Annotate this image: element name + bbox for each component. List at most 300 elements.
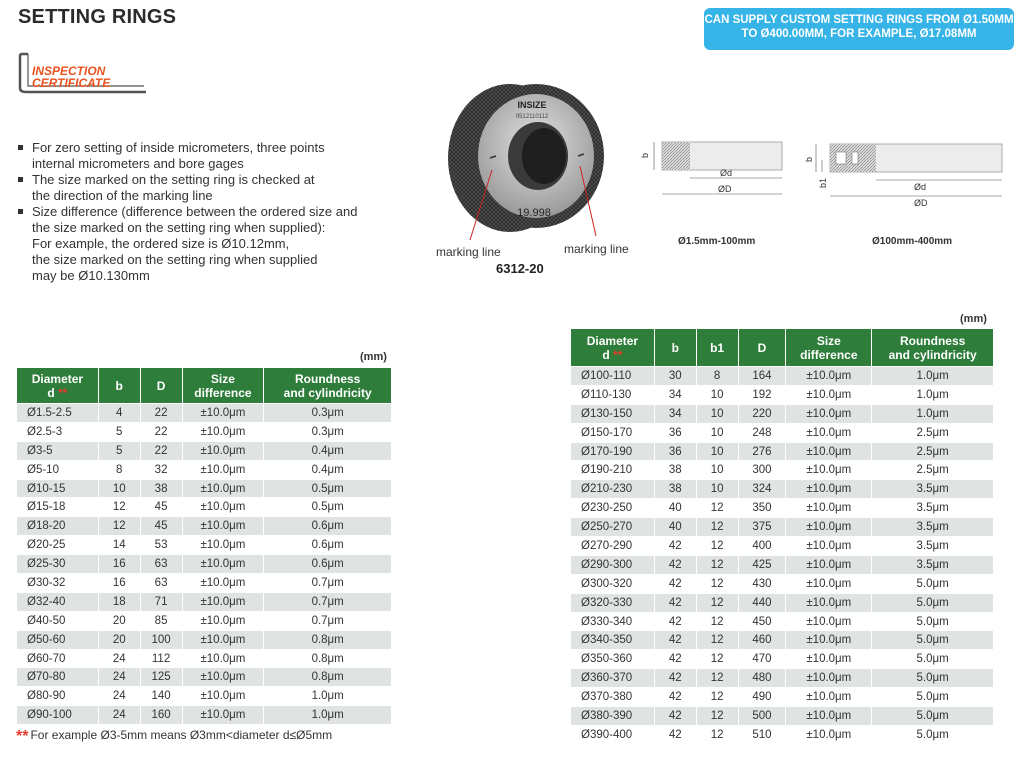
table-cell: 42	[654, 725, 696, 744]
table-cell: 12	[98, 498, 140, 517]
table-cell: ±10.0μm	[182, 630, 264, 649]
table-cell: 63	[140, 555, 182, 574]
table-cell: Ø70-80	[17, 668, 99, 687]
table-cell: ±10.0μm	[182, 687, 264, 706]
table-cell: 3.5μm	[872, 555, 994, 574]
table-cell: ±10.0μm	[182, 536, 264, 555]
table-cell: ±10.0μm	[786, 499, 872, 518]
table-cell: 12	[696, 537, 738, 556]
table-cell: 300	[738, 461, 786, 480]
table-cell: 20	[98, 630, 140, 649]
large-ring-diagram	[800, 130, 1010, 212]
table-cell: 8	[696, 367, 738, 386]
table-cell: ±10.0μm	[786, 669, 872, 688]
feature-list	[16, 140, 416, 284]
table-cell: 24	[98, 687, 140, 706]
table-cell: 34	[654, 404, 696, 423]
feature-line: the size marked on the setting ring when supplied):	[32, 220, 326, 235]
table-row	[17, 592, 392, 611]
table-cell: 3.5μm	[872, 499, 994, 518]
table-cell: 1.0μm	[264, 706, 392, 725]
table-cell: ±10.0μm	[786, 555, 872, 574]
table-cell: 0.7μm	[264, 611, 392, 630]
table-row	[17, 536, 392, 555]
header-b1: b1	[696, 329, 738, 367]
table-cell: 10	[696, 404, 738, 423]
table-row	[17, 574, 392, 593]
table-cell: ±10.0μm	[182, 611, 264, 630]
marking-line-label-left: marking line	[436, 245, 501, 259]
notice-line-2: TO Ø400.00MM, FOR EXAMPLE, Ø17.08MM	[741, 28, 977, 40]
header-diameter	[571, 329, 655, 367]
table-row	[571, 423, 994, 442]
table-cell: 0.8μm	[264, 668, 392, 687]
table-row	[571, 555, 994, 574]
table-cell: Ø130-150	[571, 404, 655, 423]
table-cell: ±10.0μm	[182, 706, 264, 725]
table-cell: Ø190-210	[571, 461, 655, 480]
table-cell: 5	[98, 422, 140, 441]
table-cell: 45	[140, 498, 182, 517]
table-row	[571, 518, 994, 537]
feature-line: Size difference (difference between the ordered size and	[32, 204, 358, 219]
header-roundness-label: Roundness	[295, 371, 361, 386]
table-cell: 12	[696, 669, 738, 688]
table-cell: Ø360-370	[571, 669, 655, 688]
table-cell: Ø10-15	[17, 479, 99, 498]
large-ring-table-body	[571, 367, 994, 745]
table-row	[571, 537, 994, 556]
table-cell: ±10.0μm	[786, 688, 872, 707]
table-row	[17, 649, 392, 668]
table-cell: 45	[140, 517, 182, 536]
table-cell: 42	[654, 537, 696, 556]
header-d-label: d	[47, 385, 55, 400]
table-row	[571, 593, 994, 612]
custom-rings-notice	[704, 8, 1014, 50]
feature-line: internal micrometers and bore gages	[32, 156, 244, 171]
table-cell: 85	[140, 611, 182, 630]
small-diagram-D: ØD	[718, 184, 732, 194]
table-cell: 3.5μm	[872, 518, 994, 537]
table-cell: Ø40-50	[17, 611, 99, 630]
table-cell: 3.5μm	[872, 537, 994, 556]
table-cell: 10	[696, 480, 738, 499]
feature-item	[16, 204, 416, 284]
table-cell: 12	[696, 707, 738, 726]
table-row	[571, 461, 994, 480]
table-cell: 276	[738, 442, 786, 461]
ring-model-number: 6312-20	[496, 261, 544, 276]
table-cell: 0.6μm	[264, 517, 392, 536]
table-cell: 2.5μm	[872, 442, 994, 461]
table-cell: 192	[738, 385, 786, 404]
table-cell: 42	[654, 574, 696, 593]
table-cell: 350	[738, 499, 786, 518]
header-b: b	[98, 368, 140, 404]
table-cell: Ø30-32	[17, 574, 99, 593]
table-cell: ±10.0μm	[182, 649, 264, 668]
large-diagram-caption: Ø100mm-400mm	[872, 236, 953, 247]
table-row	[571, 631, 994, 650]
large-diagram-b: b	[804, 156, 814, 162]
table-cell: 4	[98, 404, 140, 423]
large-ring-spec-table	[570, 328, 994, 745]
table-cell: Ø100-110	[571, 367, 655, 386]
table-row	[17, 404, 392, 423]
header-size-difference	[786, 329, 872, 367]
table-cell: Ø80-90	[17, 687, 99, 706]
table-cell: 0.6μm	[264, 536, 392, 555]
table-cell: 36	[654, 423, 696, 442]
table-cell: 10	[696, 461, 738, 480]
table-row	[571, 688, 994, 707]
table-row	[571, 404, 994, 423]
feature-item	[16, 140, 416, 172]
table-cell: 125	[140, 668, 182, 687]
feature-line: the size marked on the setting ring when supplied	[32, 252, 318, 267]
feature-line: may be Ø10.130mm	[32, 268, 150, 283]
table-cell: 430	[738, 574, 786, 593]
table-cell: 12	[98, 517, 140, 536]
table-cell: 5.0μm	[872, 707, 994, 726]
table-row	[17, 687, 392, 706]
header-b: b	[654, 329, 696, 367]
small-diagram-d: Ød	[720, 168, 733, 178]
header-diameter	[17, 368, 99, 404]
table-cell: Ø350-360	[571, 650, 655, 669]
table-cell: 500	[738, 707, 786, 726]
table-row	[17, 479, 392, 498]
ring-serial: 0512110112	[515, 114, 549, 120]
header-diameter-label: Diameter	[586, 333, 639, 348]
table-cell: ±10.0μm	[786, 518, 872, 537]
table-cell: 30	[654, 367, 696, 386]
table-cell: ±10.0μm	[786, 461, 872, 480]
table-cell: 5.0μm	[872, 688, 994, 707]
table-cell: 20	[98, 611, 140, 630]
table-cell: ±10.0μm	[182, 517, 264, 536]
table-row	[571, 707, 994, 726]
table-cell: 0.5μm	[264, 498, 392, 517]
table-cell: 12	[696, 612, 738, 631]
table-cell: ±10.0μm	[182, 498, 264, 517]
table-row	[17, 611, 392, 630]
table-cell: ±10.0μm	[786, 537, 872, 556]
right-table-unit: (mm)	[960, 313, 987, 325]
table-row	[17, 706, 392, 725]
table-cell: Ø3-5	[17, 441, 99, 460]
table-cell: ±10.0μm	[786, 650, 872, 669]
left-table-unit: (mm)	[360, 351, 387, 363]
table-cell: 53	[140, 536, 182, 555]
table-cell: 18	[98, 592, 140, 611]
header-size-label: Size	[816, 333, 841, 348]
header-asterisks: **	[58, 385, 68, 400]
table-cell: ±10.0μm	[786, 725, 872, 744]
table-cell: 42	[654, 650, 696, 669]
ring-brand: INSIZE	[517, 100, 547, 110]
table-cell: 164	[738, 367, 786, 386]
table-cell: Ø25-30	[17, 555, 99, 574]
table-cell: 460	[738, 631, 786, 650]
table-cell: 38	[140, 479, 182, 498]
table-cell: 490	[738, 688, 786, 707]
small-diagram-b: b	[640, 152, 650, 158]
table-cell: ±10.0μm	[786, 612, 872, 631]
table-cell: 470	[738, 650, 786, 669]
table-cell: ±10.0μm	[182, 668, 264, 687]
table-cell: ±10.0μm	[786, 404, 872, 423]
table-row	[571, 385, 994, 404]
table-cell: Ø60-70	[17, 649, 99, 668]
header-D: D	[738, 329, 786, 367]
feature-line: For example, the ordered size is Ø10.12mm,	[32, 236, 290, 251]
header-difference-label: difference	[800, 347, 858, 362]
header-size-difference	[182, 368, 264, 404]
table-cell: Ø270-290	[571, 537, 655, 556]
table-cell: 12	[696, 518, 738, 537]
table-cell: 3.5μm	[872, 480, 994, 499]
table-cell: 22	[140, 422, 182, 441]
header-d-label: d	[602, 347, 610, 362]
certificate-label	[32, 65, 110, 89]
table-cell: Ø20-25	[17, 536, 99, 555]
table-cell: 0.8μm	[264, 630, 392, 649]
table-cell: 40	[654, 518, 696, 537]
table-cell: 36	[654, 442, 696, 461]
feature-line: For zero setting of inside micrometers, three points	[32, 140, 325, 155]
table-cell: 140	[140, 687, 182, 706]
table-cell: 5.0μm	[872, 612, 994, 631]
table-cell: 24	[98, 668, 140, 687]
header-asterisks: **	[613, 347, 623, 362]
table-cell: 14	[98, 536, 140, 555]
table-cell: 0.3μm	[264, 404, 392, 423]
table-cell: 5.0μm	[872, 669, 994, 688]
table-cell: 0.3μm	[264, 422, 392, 441]
table-cell: Ø2.5-3	[17, 422, 99, 441]
table-cell: Ø110-130	[571, 385, 655, 404]
footnote-asterisks: **	[16, 728, 29, 745]
table-cell: 0.7μm	[264, 574, 392, 593]
table-cell: ±10.0μm	[182, 592, 264, 611]
table-cell: Ø290-300	[571, 555, 655, 574]
table-row	[17, 668, 392, 687]
table-cell: 24	[98, 649, 140, 668]
table-cell: 12	[696, 725, 738, 744]
table-cell: Ø150-170	[571, 423, 655, 442]
small-ring-table-body	[17, 404, 392, 725]
table-cell: 34	[654, 385, 696, 404]
table-cell: 16	[98, 555, 140, 574]
setting-ring-photo	[430, 80, 640, 280]
table-cell: 22	[140, 404, 182, 423]
large-diagram-d: Ød	[914, 182, 927, 192]
small-diagram-caption: Ø1.5mm-100mm	[678, 236, 756, 247]
table-cell: 32	[140, 460, 182, 479]
table-cell: 42	[654, 688, 696, 707]
certificate-line-1: INSPECTION	[32, 64, 106, 78]
table-cell: ±10.0μm	[786, 593, 872, 612]
table-cell: 10	[696, 385, 738, 404]
page-title: SETTING RINGS	[18, 6, 177, 28]
certificate-line-2: CERTIFICATE	[32, 76, 111, 90]
table-cell: 10	[696, 442, 738, 461]
notice-line-1: CAN SUPPLY CUSTOM SETTING RINGS FROM Ø1.50MM	[704, 14, 1014, 26]
table-cell: 22	[140, 441, 182, 460]
header-diameter-label: Diameter	[31, 371, 84, 386]
table-row	[17, 441, 392, 460]
table-cell: 5	[98, 441, 140, 460]
table-cell: Ø320-330	[571, 593, 655, 612]
table-cell: 12	[696, 631, 738, 650]
table-row	[17, 517, 392, 536]
table-cell: Ø32-40	[17, 592, 99, 611]
header-cylindricity-label: and cylindricity	[888, 347, 977, 362]
table-cell: ±10.0μm	[786, 442, 872, 461]
table-row	[17, 498, 392, 517]
table-cell: Ø18-20	[17, 517, 99, 536]
table-cell: 8	[98, 460, 140, 479]
large-diagram-D: ØD	[914, 198, 928, 208]
table-cell: 63	[140, 574, 182, 593]
table-cell: Ø210-230	[571, 480, 655, 499]
table-cell: 1.0μm	[264, 687, 392, 706]
table-cell: 12	[696, 555, 738, 574]
table-cell: 12	[696, 593, 738, 612]
table-cell: 38	[654, 461, 696, 480]
table-cell: 5.0μm	[872, 650, 994, 669]
table-cell: 220	[738, 404, 786, 423]
table-cell: ±10.0μm	[786, 423, 872, 442]
table-row	[571, 725, 994, 744]
table-cell: 0.6μm	[264, 555, 392, 574]
table-cell: Ø330-340	[571, 612, 655, 631]
header-D: D	[140, 368, 182, 404]
table-cell: 12	[696, 650, 738, 669]
header-roundness-label: Roundness	[899, 333, 966, 348]
table-cell: 38	[654, 480, 696, 499]
table-cell: 1.0μm	[872, 367, 994, 386]
table-cell: ±10.0μm	[182, 422, 264, 441]
table-cell: 12	[696, 499, 738, 518]
table-cell: Ø250-270	[571, 518, 655, 537]
table-cell: ±10.0μm	[786, 574, 872, 593]
table-row	[17, 555, 392, 574]
table-cell: 0.7μm	[264, 592, 392, 611]
table-row	[571, 499, 994, 518]
table-cell: 0.5μm	[264, 479, 392, 498]
table-row	[571, 612, 994, 631]
table-cell: Ø15-18	[17, 498, 99, 517]
table-cell: 2.5μm	[872, 423, 994, 442]
table-cell: 2.5μm	[872, 461, 994, 480]
header-roundness	[264, 368, 392, 404]
table-cell: 71	[140, 592, 182, 611]
header-roundness	[872, 329, 994, 367]
table-cell: 425	[738, 555, 786, 574]
table-cell: ±10.0μm	[182, 479, 264, 498]
table-cell: Ø5-10	[17, 460, 99, 479]
footnote	[16, 728, 332, 746]
table-cell: ±10.0μm	[786, 367, 872, 386]
table-row	[571, 442, 994, 461]
table-cell: 510	[738, 725, 786, 744]
table-cell: 42	[654, 593, 696, 612]
small-ring-diagram	[640, 130, 790, 210]
feature-line: the direction of the marking line	[32, 188, 213, 203]
small-ring-cross-section-icon	[640, 130, 790, 210]
table-cell: 100	[140, 630, 182, 649]
table-cell: ±10.0μm	[786, 707, 872, 726]
table-cell: ±10.0μm	[786, 631, 872, 650]
table-cell: 450	[738, 612, 786, 631]
table-cell: 42	[654, 555, 696, 574]
table-cell: 1.0μm	[872, 404, 994, 423]
table-cell: 12	[696, 688, 738, 707]
table-cell: Ø90-100	[17, 706, 99, 725]
table-row	[17, 460, 392, 479]
table-row	[571, 669, 994, 688]
header-d-line	[571, 348, 654, 362]
table-cell: 16	[98, 574, 140, 593]
table-cell: ±10.0μm	[182, 441, 264, 460]
table-cell: Ø230-250	[571, 499, 655, 518]
footnote-text: For example Ø3-5mm means Ø3mm<diameter d≤Ø5mm	[30, 728, 333, 742]
table-cell: 440	[738, 593, 786, 612]
feature-item	[16, 172, 416, 204]
table-cell: ±10.0μm	[182, 404, 264, 423]
ring-size-marking: 19.998	[517, 207, 551, 219]
table-cell: ±10.0μm	[182, 555, 264, 574]
table-cell: Ø300-320	[571, 574, 655, 593]
table-cell: ±10.0μm	[182, 460, 264, 479]
table-header-row	[571, 329, 994, 367]
table-cell: 10	[98, 479, 140, 498]
table-cell: 42	[654, 707, 696, 726]
table-cell: 248	[738, 423, 786, 442]
table-cell: ±10.0μm	[182, 574, 264, 593]
table-cell: 112	[140, 649, 182, 668]
marking-line-label-right: marking line	[564, 242, 629, 256]
large-diagram-b1: b1	[818, 177, 828, 188]
header-size-label: Size	[210, 371, 235, 386]
table-cell: 0.4μm	[264, 460, 392, 479]
table-cell: Ø170-190	[571, 442, 655, 461]
table-cell: 42	[654, 669, 696, 688]
table-cell: 375	[738, 518, 786, 537]
table-cell: ±10.0μm	[786, 480, 872, 499]
table-cell: 40	[654, 499, 696, 518]
table-cell: Ø380-390	[571, 707, 655, 726]
table-cell: Ø1.5-2.5	[17, 404, 99, 423]
table-row	[17, 630, 392, 649]
large-ring-cross-section-icon	[800, 130, 1010, 212]
table-cell: 42	[654, 612, 696, 631]
table-row	[571, 480, 994, 499]
table-cell: 24	[98, 706, 140, 725]
table-cell: 12	[696, 574, 738, 593]
table-cell: 5.0μm	[872, 725, 994, 744]
table-cell: 0.8μm	[264, 649, 392, 668]
table-cell: 10	[696, 423, 738, 442]
header-d-line	[17, 386, 98, 400]
table-cell: 400	[738, 537, 786, 556]
table-cell: 0.4μm	[264, 441, 392, 460]
table-row	[571, 650, 994, 669]
table-cell: Ø370-380	[571, 688, 655, 707]
